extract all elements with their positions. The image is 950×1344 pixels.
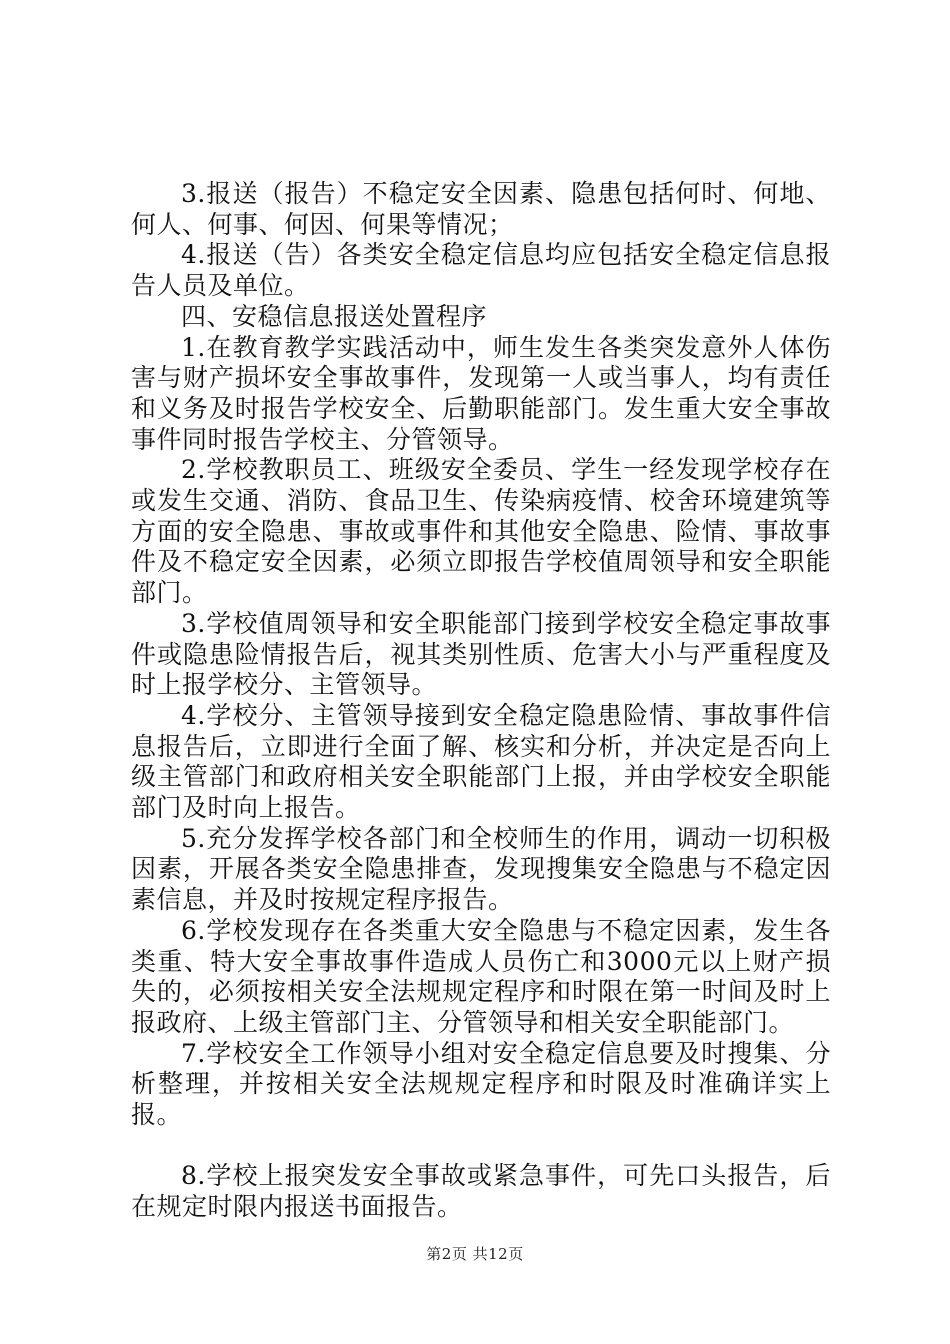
paragraph-procedure-2: 2.学校教职员工、班级安全委员、学生一经发现学校存在或发生交通、消防、食品卫生、传染病疫情、校舍环境建筑等方面的安全隐患、事故或事件和其他安全隐患、险情、事故事件及不稳定安全因素，必须立即报告学校值周领导和安全职能部门。 xyxy=(131,455,831,608)
paragraph-4-reporter-info: 4.报送（告）各类安全稳定信息均应包括安全稳定信息报告人员及单位。 xyxy=(131,240,831,301)
paragraph-procedure-6: 6.学校发现存在各类重大安全隐患与不稳定因素，发生各类重、特大安全事故事件造成人员伤亡和3000元以上财产损失的，必须按相关安全法规规定程序和时限在第一时间及时上报政府、上级主管部门主、分管领导和相关安全职能部门。 xyxy=(131,915,831,1037)
page-footer: 第2页 共12页 xyxy=(426,1245,524,1263)
section-heading-procedure: 四、安稳信息报送处置程序 xyxy=(181,301,488,331)
paragraph-procedure-7: 7.学校安全工作领导小组对安全稳定信息要及时搜集、分析整理，并按相关安全法规规定程序和时限及时准确详实上报。 xyxy=(131,1038,831,1130)
document-body xyxy=(131,179,831,1222)
paragraph-procedure-5: 5.充分发挥学校各部门和全校师生的作用，调动一切积极因素，开展各类安全隐患排查，发现搜集安全隐患与不稳定因素信息，并及时按规定程序报告。 xyxy=(131,823,831,915)
paragraph-3-report-content: 3.报送（报告）不稳定安全因素、隐患包括何时、何地、何人、何事、何因、何果等情况； xyxy=(131,179,831,239)
paragraph-procedure-3: 3.学校值周领导和安全职能部门接到学校安全稳定事故事件或隐患险情报告后，视其类别性质、危害大小与严重程度及时上报学校分、主管领导。 xyxy=(131,608,831,700)
paragraph-procedure-8: 8.学校上报突发安全事故或紧急事件，可先口头报告，后在规定时限内报送书面报告。 xyxy=(131,1160,831,1221)
paragraph-procedure-4: 4.学校分、主管领导接到安全稳定隐患险情、事故事件信息报告后，立即进行全面了解、核实和分析，并决定是否向上级主管部门和政府相关安全职能部门上报，并由学校安全职能部门及时向上报告。 xyxy=(131,700,831,823)
paragraph-procedure-1: 1.在教育教学实践活动中，师生发生各类突发意外人体伤害与财产损坏安全事故事件，发现第一人或当事人，均有责任和义务及时报告学校安全、后勤职能部门。发生重大安全事故事件同时报告学校主、分管领导。 xyxy=(131,332,831,454)
